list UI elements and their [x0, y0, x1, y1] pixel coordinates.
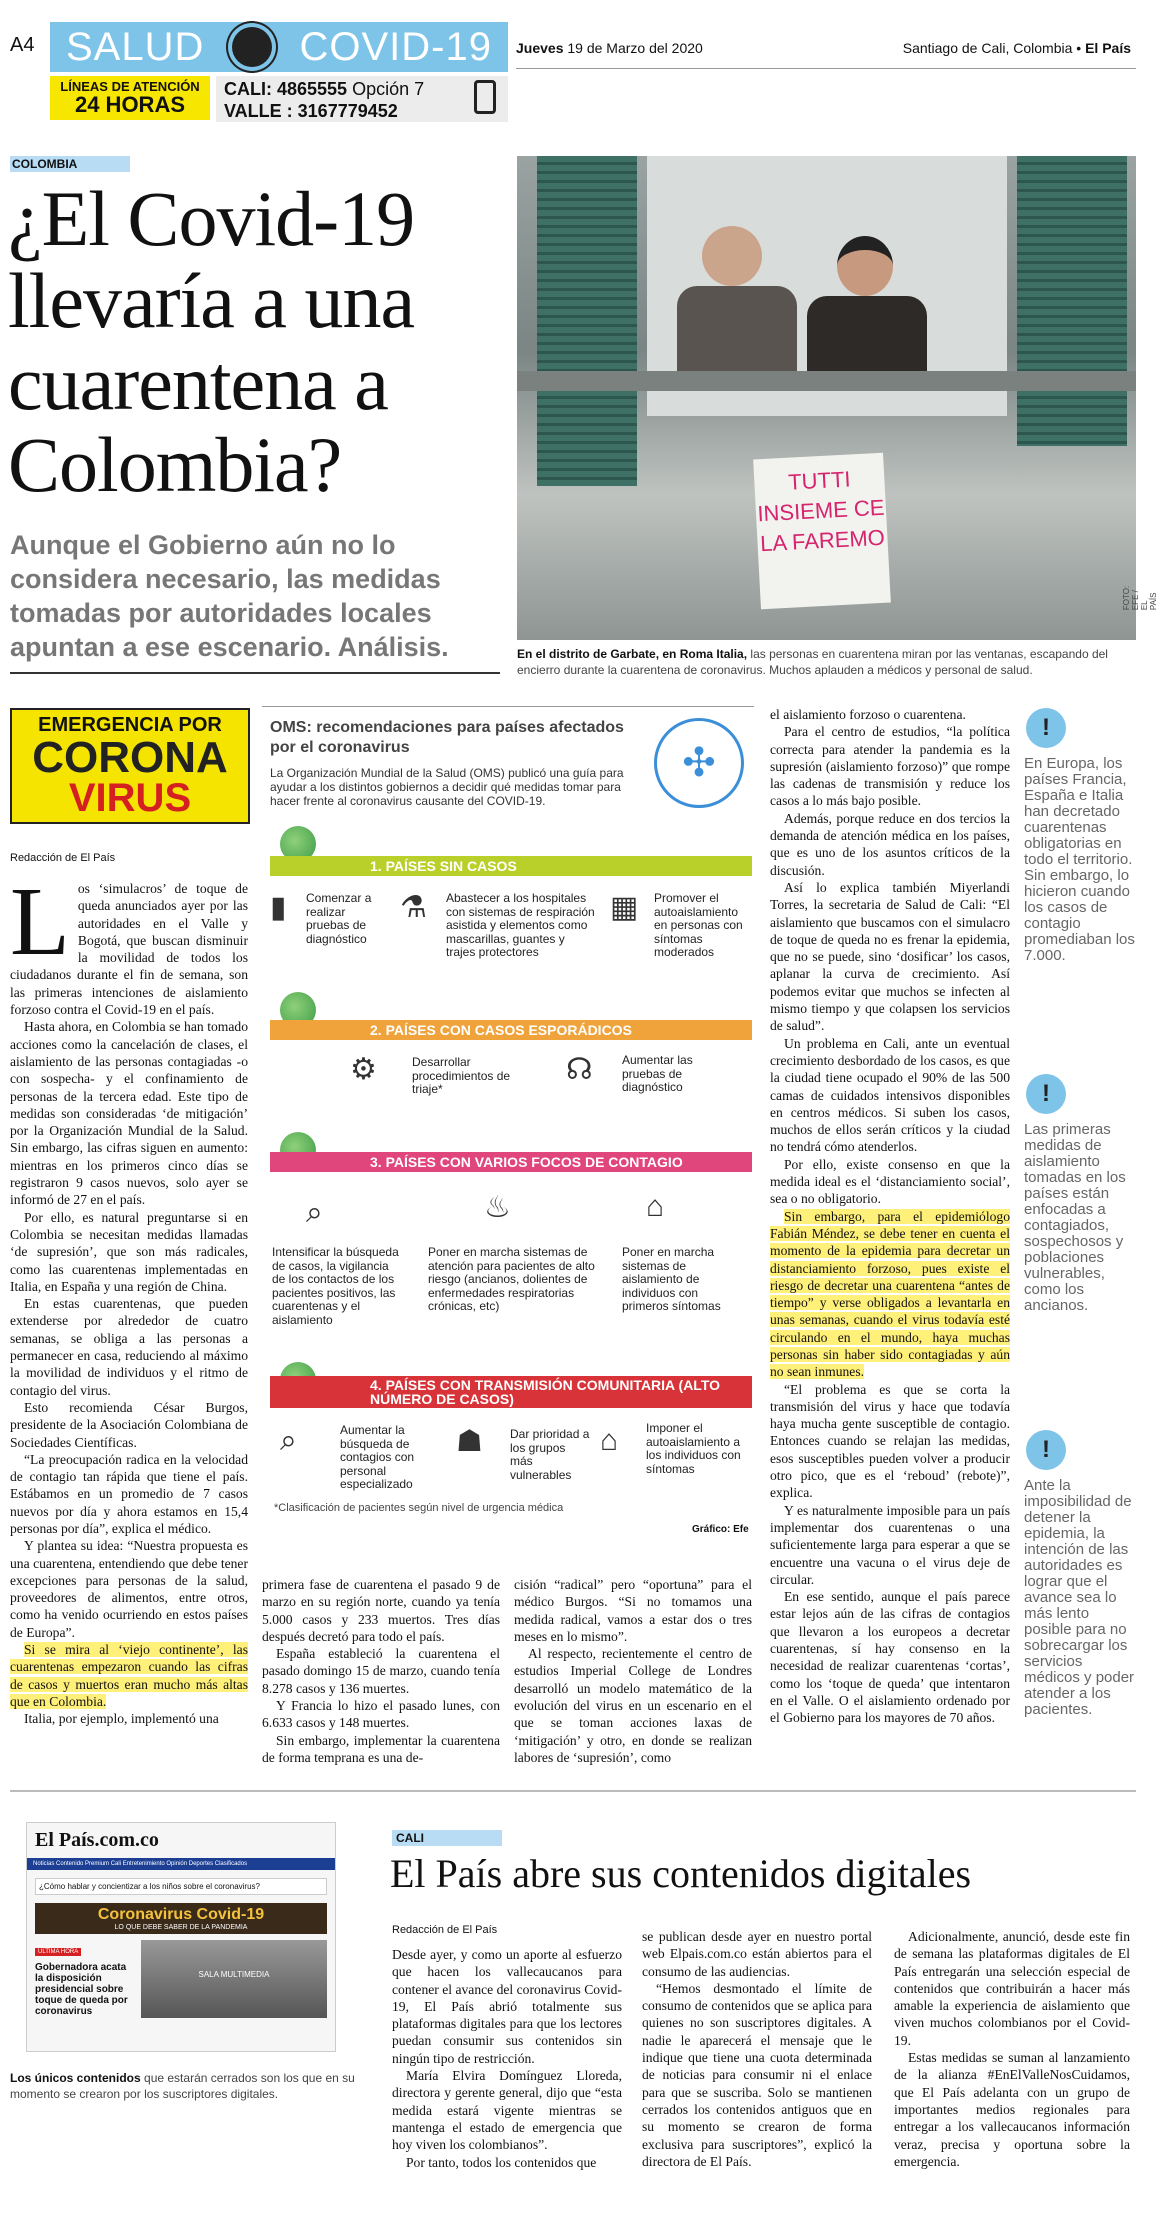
- building-icon: ▦: [610, 891, 639, 924]
- paragraph: “El problema es que se corta la transmisión del virus y hace que todavía haya mucha gente susceptible de contagio. Entonces cuando se relajan las medidas, esos susceptibles pueden volver a producir otro pico, que es el ‘reboud’ (rebote)”, explica.: [770, 1381, 1010, 1501]
- paragraph: “La preocupación radica en la velocidad de contagio tan rápida que tiene el país. Estábamos en un promedio de 7 casos nuevos por día y ahora estamos en 15,4 personas por día”, explica el médico.: [10, 1451, 248, 1536]
- bottom-column-2: [642, 1928, 872, 2170]
- caption-text: que estarán cerrados son los que en su momento se crearon por los suscriptores digitales.: [10, 2071, 355, 2101]
- bottom-column-1: [392, 1946, 622, 2171]
- step-2a: Desarrollar procedimientos de triaje*: [412, 1055, 511, 1096]
- web-room: SALA MULTIMEDIA: [141, 1940, 327, 2018]
- step-1b: Abastecer a los hospitales con sistemas de respiración asistida y elementos como mascarillas, guantes y trajes protectores: [446, 891, 595, 959]
- step-4c: Imponer el autoaislamiento a los individuos con síntomas: [646, 1421, 741, 1476]
- bottom-headline: El País abre sus contenidos digitales: [390, 1851, 972, 1896]
- paragraph: María Elvira Domínguez Lloreda, directora y gerente general, dijo que “esta medida estará vigente mientras se mantenga el estado de emergencia que hoy viven los colombianos”.: [392, 2068, 622, 2153]
- woman-head: [837, 236, 893, 296]
- photo-credit: FOTO: EFE / EL PAÍS: [1122, 585, 1158, 611]
- stethoscope-icon: ☊: [566, 1053, 593, 1086]
- paragraph: Al respecto, recientemente el centro de estudios Imperial College de Londres desarrolló un modelo matemático de la evolución del virus en un escenario en el que se toman acciones laxas de ‘mitigación’ y otro, en donde se realizan labores de ‘supresión’, como: [514, 1646, 752, 1765]
- paragraph: Hasta ahora, en Colombia se han tomado acciones como la cancelación de clases, el aislamiento de las personas contagiadas -o con sospecha- y el confinamiento de personas de la tercera edad. Este tipo de medidas son consideradas ‘de mitigación’ por la Organización Mundial de la Salud. Sin embargo, las cifras siguen en aumento: mientras en los primeros cinco días se registraron 9 casos nuevos, solo ayer se informó de 27 en el país.: [10, 1019, 248, 1208]
- paragraph: En estas cuarentenas, que pueden extenderse por alrededor de cuatro semanas, se obliga a las personas a permanecer en casa, reduciendo al máximo la movilidad de individuos y el ritmo de contagio del virus.: [10, 1296, 248, 1398]
- paragraph: Sin embargo, implementar la cuarentena de forma temprana es una de-: [262, 1732, 500, 1765]
- paragraph: Además, porque reduce en dos tercios la demanda de atención médica en los países, que es uno de los asuntos críticos de la discusión.: [770, 810, 1010, 878]
- paragraph: Para el centro de estudios, “la política correcta para atender la pandemia es la supresión (aislamiento forzoso)” que rompe las cadenas de transmisión y reduce los casos a lo más bajo posible.: [770, 724, 1010, 809]
- paragraph: se publican desde ayer en nuestro portal web Elpais.com.co están abiertos para el consumo de las audiencias.: [642, 1929, 872, 1979]
- emergency-line3: VIRUS: [68, 776, 192, 820]
- photo-caption: [517, 646, 1136, 678]
- paragraph: Esto recomienda César Burgos, presidente de la Asociación Colombiana de Sociedades Científicas.: [10, 1399, 248, 1450]
- header-rule: [516, 68, 1136, 69]
- lead-photo: [517, 156, 1136, 640]
- paragraph: Por ello, es natural preguntarse si en Colombia se necesitan medidas llamadas ‘de supresión’, que son más radicales, como las cuarentenas implementadas en Italia, en España y una región de China.: [10, 1209, 248, 1294]
- paragraph: Así lo explica también Miyerlandi Torres, la secretaria de Salud de Cali: “El aislamiento que buscamos con el simulacro de toque de queda no es frenar la epidemia, que no se puede, sino ‘dosificar’ los casos, aplanar la curva de crecimiento. Así podemos evitar que muchos se infecten al mismo tiempo y que colapsen los servicios de salud”.: [770, 879, 1010, 1034]
- byline: Redacción de El País: [10, 852, 116, 864]
- photo-banner: TUTTI INSIEME CE LA FAREMO: [753, 453, 891, 610]
- banner-right: COVID-19: [299, 24, 492, 69]
- paragraph: el aislamiento forzoso o cuarentena.: [770, 707, 966, 722]
- phone-icon: [474, 80, 496, 114]
- paragraph: Y Francia lo hizo el pasado lunes, con 6.633 casos y 148 muertes.: [262, 1698, 500, 1731]
- band-1: 1. PAÍSES SIN CASOS: [270, 856, 752, 876]
- bottom-column-3: [894, 1928, 1130, 2170]
- paragraph: Por tanto, todos los contenidos que: [406, 2154, 597, 2170]
- paragraph: España estableció la cuarentena el pasado domingo 15 de marzo, cuando tenía 8.278 casos y 136 muertes.: [262, 1646, 500, 1696]
- caption-bold: En el distrito de Garbate, en Roma Italia,: [517, 647, 748, 661]
- highlighted-paragraph: Sin embargo, para el epidemiólogo Fabián Méndez, se debe tener en cuenta el momento de la epidemia para decretar un distanciamiento forzoso, pues existe el riesgo de decretar una cuarentena “antes de tiempo” y verse obligados a levantarla en unas semanas, cuando el virus todavía esté circulando en el mundo, haya muchas personas sin haber sido contagiadas y aún no sean inmunes.: [770, 1208, 1010, 1380]
- exclamation-icon: !: [1026, 708, 1066, 748]
- infographic-note: *Clasificación de pacientes según nivel de urgencia médica: [274, 1502, 564, 1514]
- man-head: [702, 226, 762, 286]
- web-nav: Noticias Contenido Premium Cali Entretenimiento Opinión Deportes Clasificados: [27, 1858, 335, 1870]
- infographic-title: OMS: recomendaciones para países afectados por el coronavirus: [270, 719, 624, 756]
- sidebar-note-1: En Europa, los países Francia, España e Italia han decretado cuarentenas obligatorias en todo el territorio. Sin embargo, lo hicieron cuando los casos de contagio promediaban los 7.000.: [1024, 755, 1135, 964]
- test-kit-icon: ▮: [270, 891, 287, 924]
- paragraph: En ese sentido, aunque el país parece estar lejos aún de las cifras de contagios que llevaron a los europeos a decretar cuarentenas, sí hay consenso en la necesidad de realizar cuarentenas ‘cortas’, como los ‘toque de queda’ que intentaron en el Valle. O el aislamiento ordenado por el Gobierno para los mayores de 70 años.: [770, 1589, 1010, 1726]
- infographic: [262, 706, 754, 1546]
- step-4a: Aumentar la búsqueda de contagios con personal especializado: [340, 1423, 415, 1491]
- article-column-1: [10, 868, 248, 1728]
- section-tag: COLOMBIA: [10, 156, 130, 172]
- web-banner-sub: LO QUE DEBE SABER DE LA PANDEMIA: [114, 1924, 248, 1931]
- band-2: 2. PAÍSES CON CASOS ESPORÁDICOS: [270, 1020, 752, 1040]
- paragraph: os ‘simulacros’ de toque de queda anunciados ayer por las autoridades en el Valle y Bogotá, que buscan disminuir la movilidad de todos los ciudadanos durante el fin de semana, son las primeras intenciones de aislamiento forzoso contra el Covid-19 en el país.: [10, 881, 248, 1018]
- step-1a: Comenzar a realizar pruebas de diagnóstico: [306, 891, 372, 946]
- paragraph: Y plantea su idea: “Nuestra propuesta es una cuarentena, entendiendo que debe tener excepciones para personas de la salud, proveedores de alimentos, entre otros, como ha venido ocurriendo en estos países de Europa”.: [10, 1538, 248, 1640]
- byline: Redacción de El País: [392, 1924, 498, 1936]
- highlighted-paragraph: Si se mira al ‘viejo continente’, las cuarentenas empezaron cuando las cifras de casos y muertos eran mucho más altas que en Colombia.: [10, 1642, 248, 1709]
- attention-lines: [50, 76, 210, 120]
- banner-left: SALUD: [66, 24, 205, 69]
- isolation-house-icon: ⌂: [600, 1424, 619, 1457]
- man-body: [677, 286, 797, 376]
- page-number: A4: [10, 34, 35, 56]
- paper-name: El País: [1085, 40, 1131, 56]
- location: [903, 40, 1131, 56]
- article-column-b2: [514, 1576, 752, 1766]
- paragraph: Adicionalmente, anunció, desde este fin de semana las plataformas digitales de El País entregarán una selección especial de contenidos que contribuirán a hacer más amable la experiencia de aislamiento que viven muchos colombianos por el Covid-19.: [894, 1929, 1130, 2048]
- infographic-intro: La Organización Mundial de la Salud (OMS) publicó una guía para ayudar a los distintos gobiernos a decidir qué medidas tomar para hacer frente al coronavirus causante del COVID-19.: [270, 766, 624, 808]
- deck-rule: [10, 672, 500, 674]
- emergency-line2: CORONA: [32, 733, 228, 782]
- headline: ¿El Covid-19 llevaría a una cuarentena a Colombia?: [8, 175, 415, 508]
- website-caption: [10, 2070, 360, 2102]
- paragraph: primera fase de cuarentena el pasado 9 de marzo en su región norte, cuando ya tenía 5.000 casos y 233 muertos. Tres días después decretó para todo el país.: [262, 1577, 500, 1644]
- band-4: 4. PAÍSES CON TRANSMISIÓN COMUNITARIA (ALTO NÚMERO DE CASOS): [270, 1376, 752, 1408]
- dropcap: L: [10, 868, 70, 976]
- spray-icon: ⚗: [400, 891, 427, 924]
- shutter-left: [537, 156, 637, 486]
- window-ledge: [517, 371, 1136, 391]
- weekday: Jueves: [516, 40, 564, 56]
- paragraph: Un problema en Cali, ante un eventual crecimiento desbordado de los casos, es que la ciudad tiene ocupado el 90% de las 500 camas de cuidados intensivos disponibles en centros médicos. Si suben los casos, muchos de ellos serán críticos y la ciudad no tendrá cómo atenderlos.: [770, 1035, 1010, 1155]
- search-people-icon: ⌕: [280, 1424, 297, 1457]
- emergency-line1: EMERGENCIA POR: [38, 714, 222, 736]
- exclamation-icon: !: [1026, 1074, 1066, 1114]
- paragraph: “Hemos desmontado el límite de consumo de contenidos que se aplica para quienes no son suscriptores digitales. A nadie le aparecerá el mensaje que le indique que tiene una cuota determinada de noticias para consumir ni el enlace para que se suscriba. Solo se mantienen cerrados los contenidos antiguos que en su momento se crearon de forma exclusiva para suscriptores”, explicó la directora de El País.: [642, 1980, 872, 2169]
- paragraph: Desde ayer, y como un aporte al esfuerzo que hacen los vallecaucanos para contener el avance del coronavirus Covid-19, El País abrió totalmente sus plataformas digitales para que los lectores puedan consumir sus contenidos sin ningún tipo de restricción.: [392, 1947, 622, 2066]
- caption-bold: Los únicos contenidos: [10, 2071, 141, 2085]
- dateline: [516, 40, 703, 56]
- triage-icon: ⚙: [350, 1053, 377, 1086]
- who-logo-icon: ✣: [654, 718, 744, 808]
- step-3a: Intensificar la búsqueda de casos, la vigilancia de los contactos de los pacientes positivos, las cuarentenas y el aislamiento: [272, 1245, 399, 1327]
- web-story: Gobernadora acata la disposición presidencial sobre toque de queda por coronavirus: [35, 1962, 128, 2017]
- attention-line2: 24 HORAS: [74, 92, 186, 117]
- house-icon: ⌂: [646, 1190, 665, 1223]
- city: Santiago de Cali, Colombia •: [902, 40, 1082, 56]
- attention-line1: LÍNEAS DE ATENCIÓN: [60, 79, 200, 94]
- infographic-credit: Gráfico: Efe: [692, 1524, 749, 1535]
- article-column-b1: [262, 1576, 500, 1766]
- web-question: ¿Cómo hablar y concientizar a los niños sobre el coronavirus?: [35, 1878, 327, 1895]
- paragraph: Estas medidas se suman al lanzamiento de la alianza #EnElValleNosCuidamos, que El País adelanta con un grupo de importantes medios regionales para entregar a los vallecaucanos información veraz, precisa y oportuna sobre la emergencia.: [894, 2050, 1130, 2169]
- magnifier-icon: ⌕: [306, 1196, 323, 1229]
- step-4b: Dar prioridad a los grupos más vulnerables: [510, 1427, 590, 1482]
- phone-option: Opción 7: [352, 79, 425, 99]
- paragraph: Por ello, existe consenso en que la medida ideal es el ‘distanciamiento social’, sea o no obligatorio.: [770, 1156, 1010, 1207]
- phone-valle: VALLE : 3167779452: [224, 101, 398, 121]
- web-logo: El País.com.co: [35, 1829, 159, 1851]
- step-1c: Promover el autoaislamiento en personas con síntomas moderados: [654, 891, 743, 959]
- paragraph: cisión “radical” pero “oportuna” para el médico Burgos. “Si no tomamos una medida radical, vamos a estar dos o tres meses en lo mismo”.: [514, 1577, 752, 1644]
- phone-cali: CALI: 4865555: [224, 79, 348, 99]
- date: 19 de Marzo del 2020: [567, 40, 703, 56]
- article-column-3: [770, 706, 1010, 1727]
- website-screenshot: [26, 1822, 336, 2052]
- section-tag: CALI: [392, 1830, 502, 1846]
- deck: Aunque el Gobierno aún no lo considera necesario, las medidas tomadas por autoridades locales apuntan a ese escenario. Análisis.: [10, 530, 449, 662]
- web-banner: Coronavirus Covid-19: [97, 1906, 265, 1923]
- caption-text: las personas en cuarentena miran por las ventanas, escapando del encierro durante la cuarentena de coronavirus. Muchos aplauden a médicos y personal de salud.: [517, 647, 1108, 677]
- emergency-badge: [10, 708, 250, 824]
- exclamation-icon: !: [1026, 1430, 1066, 1470]
- sidebar-note-2: Las primeras medidas de aislamiento tomadas en los países están enfocadas a contagiados, sospechosos y poblaciones vulnerables, como los ancianos.: [1024, 1121, 1126, 1314]
- step-3b: Poner en marcha sistemas de atención para pacientes de alto riesgo (ancianos, dolientes de enfermedades respiratorias crónicas, etc): [428, 1245, 595, 1313]
- section-divider: [10, 1790, 1136, 1792]
- band-3: 3. PAÍSES CON VARIOS FOCOS DE CONTAGIO: [270, 1152, 752, 1172]
- phone-numbers: [216, 76, 508, 122]
- sidebar-note-3: Ante la imposibilidad de detener la epidemia, la intención de las autoridades es lograr que el avance sea lo más lento posible para no sobrecargar los servicios médicos y poder atender a los pacientes.: [1024, 1477, 1135, 1718]
- patient-icon: ♨: [484, 1191, 511, 1224]
- section-banner: [50, 22, 508, 72]
- step-3c: Poner en marcha sistemas de aislamiento de individuos con primeros síntomas: [622, 1245, 721, 1313]
- woman-body: [807, 296, 927, 376]
- shutter-right: [1017, 156, 1127, 446]
- paragraph: Y es naturalmente imposible para un país implementar dos cuarentenas o una suficientemente larga para esperar a que se encuentre una vacuna o el virus deje de circular.: [770, 1502, 1010, 1587]
- group-icon: ☗: [456, 1425, 483, 1458]
- virus-icon: [232, 27, 272, 67]
- step-2b: Aumentar las pruebas de diagnóstico: [622, 1053, 693, 1094]
- paragraph: Italia, por ejemplo, implementó una: [24, 1711, 219, 1727]
- web-tag: ÚLTIMA HORA: [35, 1948, 81, 1956]
